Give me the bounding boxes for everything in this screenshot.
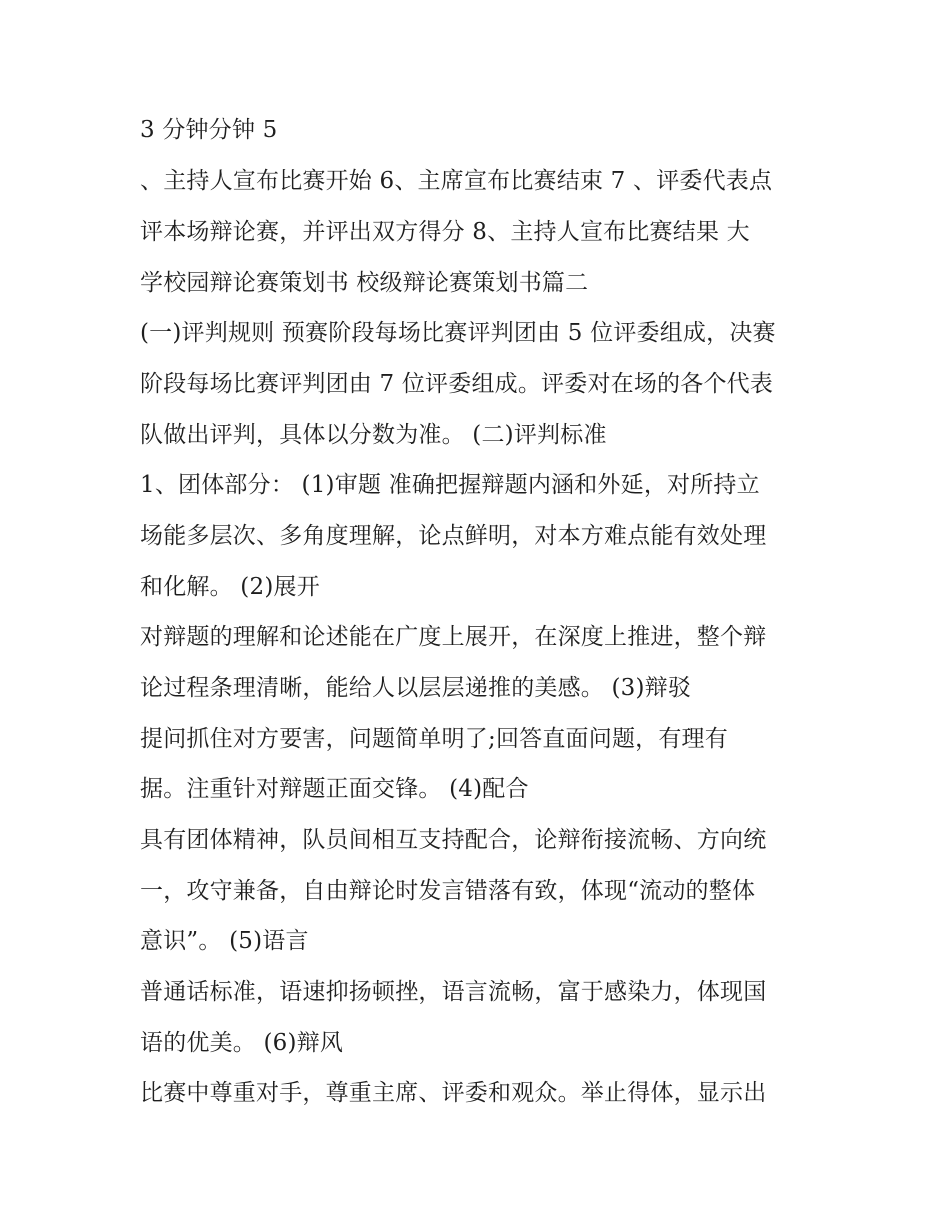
text-line: 、主持人宣布比赛开始 6、主席宣布比赛结束 7 、评委代表点 — [140, 168, 773, 194]
text-line: 学校园辩论赛策划书 校级辩论赛策划书篇二 — [140, 270, 589, 296]
text-line: 语的优美。 (6)辩风 — [140, 1030, 344, 1056]
text-line: 提问抓住对方要害，问题简单明了;回答直面问题，有理有 — [140, 726, 728, 752]
text-line: 意识”。 (5)语言 — [140, 928, 309, 954]
text-line: 队做出评判，具体以分数为准。 (二)评判标准 — [140, 422, 607, 448]
text-line: 1、团体部分： (1)审题 准确把握辩题内涵和外延，对所持立 — [140, 472, 760, 498]
text-line: 场能多层次、多角度理解，论点鲜明，对本方难点能有效处理 — [140, 523, 767, 549]
text-line: 和化解。 (2)展开 — [140, 574, 320, 600]
text-line: 具有团体精神，队员间相互支持配合，论辩衔接流畅、方向统 — [140, 827, 767, 853]
text-line: 评本场辩论赛，并评出双方得分 8、主持人宣布比赛结果 大 — [140, 219, 750, 245]
text-line: (一)评判规则 预赛阶段每场比赛评判团由 5 位评委组成，决赛 — [140, 320, 776, 346]
text-line: 阶段每场比赛评判团由 7 位评委组成。评委对在场的各个代表 — [140, 371, 774, 397]
text-line: 普通话标准，语速抑扬顿挫，语言流畅，富于感染力，体现国 — [140, 979, 767, 1005]
text-line: 论过程条理清晰，能给人以层层递推的美感。 (3)辩驳 — [140, 675, 692, 701]
text-line: 3 分钟分钟 5 — [140, 117, 278, 143]
text-line: 一，攻守兼备，自由辩论时发言错落有致，体现“流动的整体 — [140, 878, 756, 904]
text-line: 对辩题的理解和论述能在广度上展开，在深度上推进，整个辩 — [140, 624, 767, 650]
text-line: 据。注重针对辩题正面交锋。 (4)配合 — [140, 776, 529, 802]
text-line: 比赛中尊重对手，尊重主席、评委和观众。举止得体，显示出 — [140, 1080, 767, 1106]
